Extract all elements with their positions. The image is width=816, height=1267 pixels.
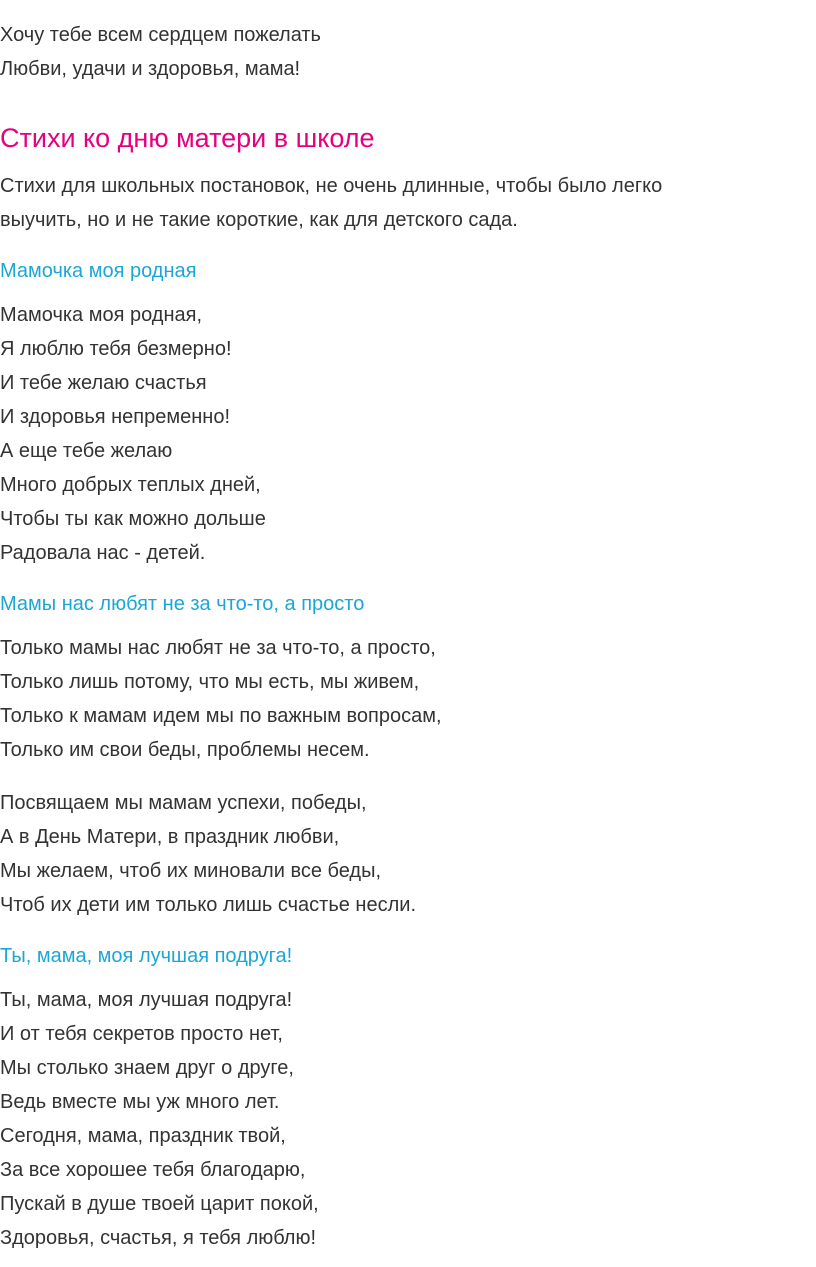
poem-line: Радовала нас - детей. (0, 542, 206, 564)
poem-stanza (0, 631, 816, 767)
poem-line: Ты, мама, моя лучшая подруга! (0, 989, 293, 1011)
poem-title: Мамы нас любят не за что-то, а просто (0, 593, 365, 615)
poem-stanza (0, 298, 816, 570)
poem-line: И от тебя секретов просто нет, (0, 1023, 283, 1045)
poem-line: Пускай в душе твоей царит покой, (0, 1193, 319, 1215)
poem-line: И тебе желаю счастья (0, 372, 207, 394)
poem-title: Мамочка моя родная (0, 260, 197, 282)
poem-line: Мы желаем, чтоб их миновали все беды, (0, 860, 382, 882)
poem-line: Только мамы нас любят не за что-то, а просто, (0, 637, 436, 659)
intro-line: Хочу тебе всем сердцем пожелать (0, 24, 321, 46)
poem-line: А еще тебе желаю (0, 440, 173, 462)
stanza-gap (0, 767, 816, 786)
poem-stanza (0, 983, 816, 1255)
intro-block (0, 18, 816, 86)
poem-line: Мы столько знаем друг о друге, (0, 1057, 294, 1079)
section-title: Стихи ко дню матери в школе (0, 123, 375, 153)
poem-line: Здоровья, счастья, я тебя люблю! (0, 1227, 317, 1249)
poem-line: Только лишь потому, что мы есть, мы живем, (0, 671, 420, 693)
poem-line: Посвящаем мы мамам успехи, победы, (0, 792, 367, 814)
poem-line: Сегодня, мама, праздник твой, (0, 1125, 286, 1147)
poem-line: Только им свои беды, проблемы несем. (0, 739, 370, 761)
document-page (0, 18, 816, 1255)
poem-line: Мамочка моя родная, (0, 304, 203, 326)
poem-line: За все хорошее тебя благодарю, (0, 1159, 306, 1181)
intro-line: Любви, удачи и здоровья, мама! (0, 58, 301, 80)
poem-stanza (0, 786, 816, 922)
description-line: выучить, но и не такие короткие, как для детского сада. (0, 209, 518, 231)
poem-line: Много добрых теплых дней, (0, 474, 261, 496)
poem-line: Чтобы ты как можно дольше (0, 508, 266, 530)
description-line: Стихи для школьных постановок, не очень длинные, чтобы было легко (0, 175, 663, 197)
poem-line: Чтоб их дети им только лишь счастье несли. (0, 894, 416, 916)
poem-line: И здоровья непременно! (0, 406, 231, 428)
poem-line: Я люблю тебя безмерно! (0, 338, 232, 360)
poem-line: Ведь вместе мы уж много лет. (0, 1091, 280, 1113)
section-description (0, 169, 816, 237)
poem-title: Ты, мама, моя лучшая подруга! (0, 945, 293, 967)
poem-line: Только к мамам идем мы по важным вопросам, (0, 705, 442, 727)
poem-line: А в День Матери, в праздник любви, (0, 826, 340, 848)
